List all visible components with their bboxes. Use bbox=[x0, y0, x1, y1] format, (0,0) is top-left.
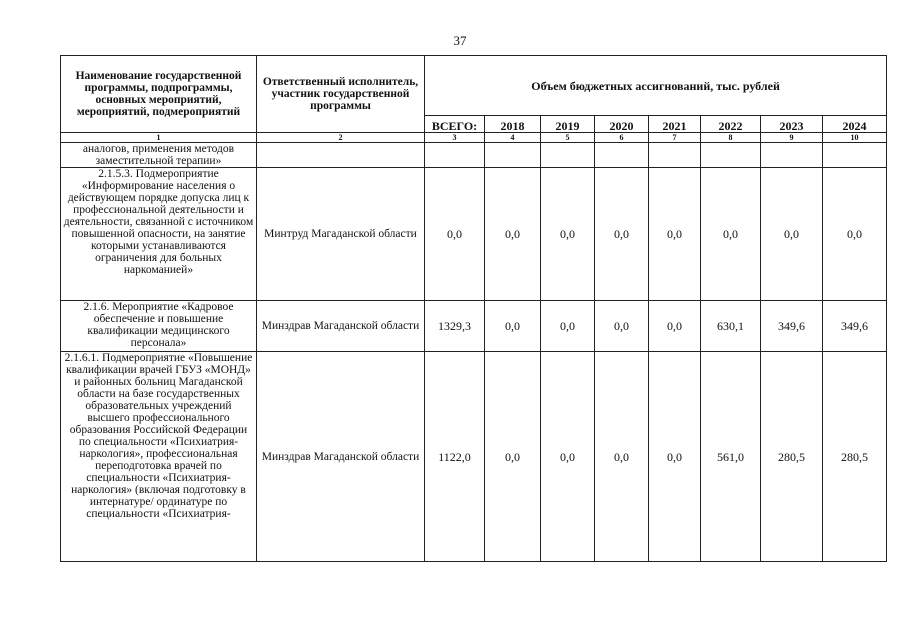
value-cell: 1329,3 bbox=[425, 301, 485, 352]
value-cell: 0,0 bbox=[701, 168, 761, 301]
header-budget-column: Объем бюджетных ассигнований, тыс. рублей bbox=[425, 56, 887, 116]
column-number: 3 bbox=[425, 133, 485, 143]
header-row bbox=[61, 56, 887, 116]
header-year-2019: 2019 bbox=[541, 116, 595, 133]
row-name: аналогов, применения методов заместительной терапии» bbox=[61, 143, 257, 168]
value-cell: 0,0 bbox=[485, 168, 541, 301]
header-year-2021: 2021 bbox=[649, 116, 701, 133]
value-cell: 0,0 bbox=[541, 168, 595, 301]
value-cell: 630,1 bbox=[701, 301, 761, 352]
value-cell bbox=[701, 143, 761, 168]
value-cell: 0,0 bbox=[649, 168, 701, 301]
value-cell: 0,0 bbox=[485, 352, 541, 562]
value-cell bbox=[485, 143, 541, 168]
row-executor: Минздрав Магаданской области bbox=[257, 352, 425, 562]
value-cell: 0,0 bbox=[595, 168, 649, 301]
header-year-2018: 2018 bbox=[485, 116, 541, 133]
row-executor: Минтруд Магаданской области bbox=[257, 168, 425, 301]
value-cell: 0,0 bbox=[649, 352, 701, 562]
row-name: 2.1.6. Мероприятие «Кадровое обеспечение и повышение квалификации медицинского персонала» bbox=[61, 301, 257, 352]
value-cell: 561,0 bbox=[701, 352, 761, 562]
value-cell: 0,0 bbox=[541, 352, 595, 562]
value-cell: 349,6 bbox=[823, 301, 887, 352]
value-cell: 0,0 bbox=[485, 301, 541, 352]
header-total: ВСЕГО: bbox=[425, 116, 485, 133]
column-number: 1 bbox=[61, 133, 257, 143]
value-cell: 0,0 bbox=[595, 352, 649, 562]
value-cell bbox=[541, 143, 595, 168]
table-row bbox=[61, 301, 887, 352]
column-number: 7 bbox=[649, 133, 701, 143]
value-cell: 0,0 bbox=[541, 301, 595, 352]
row-executor bbox=[257, 143, 425, 168]
value-cell: 0,0 bbox=[649, 301, 701, 352]
row-executor: Минздрав Магаданской области bbox=[257, 301, 425, 352]
table-row bbox=[61, 143, 887, 168]
budget-table bbox=[60, 55, 887, 562]
column-number: 10 bbox=[823, 133, 887, 143]
value-cell: 0,0 bbox=[823, 168, 887, 301]
value-cell bbox=[823, 143, 887, 168]
page-number: 37 bbox=[453, 33, 467, 48]
value-cell bbox=[425, 143, 485, 168]
column-number: 4 bbox=[485, 133, 541, 143]
column-number: 8 bbox=[701, 133, 761, 143]
table-row bbox=[61, 352, 887, 562]
header-name-column: Наименование государственной программы, подпрограммы, основных мероприятий, мероприятий, подмероприятий bbox=[61, 56, 257, 133]
header-year-2020: 2020 bbox=[595, 116, 649, 133]
value-cell bbox=[595, 143, 649, 168]
row-name: 2.1.6.1. Подмероприятие «Повышение квалификации врачей ГБУЗ «МОНД» и районных больниц Магаданской области на базе государственных образовательных учреждений высшего профессионального образования Российской Федерации по специальности «Психиатрия-наркология», профессиональная переподготовка врачей по специальности «Психиатрия-наркология» (включая подготовку в интернатуре/ ординатуре по специальности «Психиатрия- bbox=[61, 352, 257, 562]
column-number-row bbox=[61, 133, 887, 143]
header-year-2023: 2023 bbox=[761, 116, 823, 133]
column-number: 5 bbox=[541, 133, 595, 143]
header-executor-column: Ответственный исполнитель, участник государственной программы bbox=[257, 56, 425, 133]
header-year-2024: 2024 bbox=[823, 116, 887, 133]
table-row bbox=[61, 168, 887, 301]
value-cell: 280,5 bbox=[761, 352, 823, 562]
value-cell: 349,6 bbox=[761, 301, 823, 352]
column-number: 9 bbox=[761, 133, 823, 143]
value-cell bbox=[761, 143, 823, 168]
value-cell: 0,0 bbox=[425, 168, 485, 301]
value-cell: 1122,0 bbox=[425, 352, 485, 562]
value-cell bbox=[649, 143, 701, 168]
value-cell: 0,0 bbox=[595, 301, 649, 352]
row-name: 2.1.5.3. Подмероприятие «Информирование населения о действующем порядке допуска лиц к профессиональной деятельности и деятельности, связанной с источником повышенной опасности, на занятие которыми устанавливаются ограничения для больных наркоманией» bbox=[61, 168, 257, 301]
value-cell: 280,5 bbox=[823, 352, 887, 562]
value-cell: 0,0 bbox=[761, 168, 823, 301]
column-number: 6 bbox=[595, 133, 649, 143]
header-year-2022: 2022 bbox=[701, 116, 761, 133]
column-number: 2 bbox=[257, 133, 425, 143]
